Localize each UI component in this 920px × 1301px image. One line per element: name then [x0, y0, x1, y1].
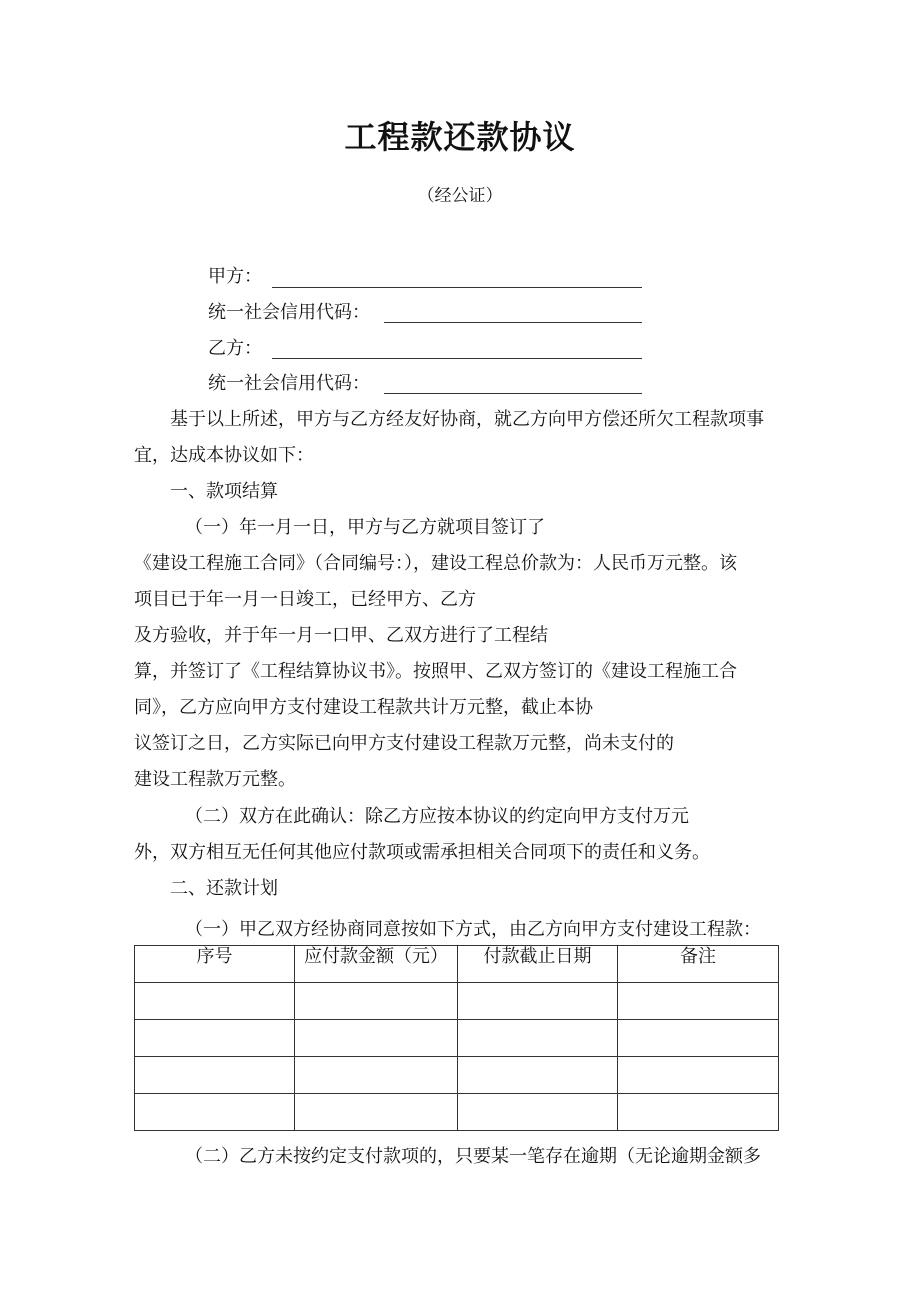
intro-paragraph-line: 宜，达成本协议如下： [134, 445, 314, 466]
section-2-heading: 二、还款计划 [170, 878, 278, 899]
table-cell [135, 1094, 295, 1131]
credit-code-b-blank-line [384, 393, 642, 394]
table-row [135, 1057, 779, 1094]
header-serial-number: 序号 [135, 946, 295, 983]
table-cell [458, 1020, 618, 1057]
section-1-paragraph-1-line: 算，并签订了《工程结算协议书》。按照甲、乙双方签订的《建设工程施工合 [134, 661, 737, 682]
section-2-paragraph-1-line: （一）甲乙双方经协商同意按如下方式，由乙方向甲方支付建设工程款： [185, 919, 761, 940]
section-1-paragraph-2-line: 外，双方相互无任何其他应付款项或需承担相关合同项下的责任和义务。 [134, 842, 710, 863]
document-title: 工程款还款协议 [344, 118, 576, 156]
table-cell [458, 1094, 618, 1131]
table-cell [618, 1057, 779, 1094]
header-remarks: 备注 [618, 946, 779, 983]
payment-schedule-table [134, 945, 779, 1131]
table-row [135, 1094, 779, 1131]
section-2-paragraph-2-line: （二）乙方未按约定支付款项的，只要某一笔存在逾期（无论逾期金额多 [185, 1146, 761, 1167]
party-a-label: 甲方： [208, 266, 262, 287]
section-1-paragraph-1-line: （一）年一月一日，甲方与乙方就项目签订了 [185, 517, 545, 538]
section-1-paragraph-1-line: 及方验收，并于年一月一口甲、乙双方进行了工程结 [134, 625, 548, 646]
party-b-label: 乙方： [208, 338, 262, 359]
table-cell [295, 1094, 458, 1131]
section-1-paragraph-1-line: 同》，乙方应向甲方支付建设工程款共计万元整，截止本协 [134, 697, 593, 718]
table-cell [618, 1094, 779, 1131]
table-cell [135, 1057, 295, 1094]
table-cell [458, 1057, 618, 1094]
table-row [135, 983, 779, 1020]
table-header-row [135, 946, 779, 983]
section-1-paragraph-1-line: 项目已于年一月一日竣工，已经甲方、乙方 [134, 589, 476, 610]
section-1-heading: 一、款项结算 [170, 481, 278, 502]
header-payment-deadline: 付款截止日期 [458, 946, 618, 983]
section-1-paragraph-2-line: （二）双方在此确认：除乙方应按本协议的约定向甲方支付万元 [185, 806, 689, 827]
section-1-paragraph-1-line: 《建设工程施工合同》（合同编号：），建设工程总价款为：人民币万元整。该 [134, 553, 737, 574]
credit-code-a-label: 统一社会信用代码： [208, 302, 370, 323]
table-cell [295, 983, 458, 1020]
table-cell [618, 1020, 779, 1057]
section-1-paragraph-1-line: 议签订之日，乙方实际已向甲方支付建设工程款万元整，尚未支付的 [134, 733, 674, 754]
table-cell [135, 983, 295, 1020]
credit-code-a-blank-line [384, 322, 642, 323]
table-row [135, 1020, 779, 1057]
table-cell [618, 983, 779, 1020]
table-cell [295, 1020, 458, 1057]
credit-code-b-label: 统一社会信用代码： [208, 373, 370, 394]
table-cell [295, 1057, 458, 1094]
party-b-blank-line [272, 358, 642, 359]
section-1-paragraph-1-line: 建设工程款万元整。 [134, 769, 296, 790]
table-cell [458, 983, 618, 1020]
document-subtitle: （经公证） [417, 186, 503, 206]
party-a-blank-line [272, 287, 642, 288]
header-amount-due: 应付款金额（元） [295, 946, 458, 983]
intro-paragraph-line: 基于以上所述，甲方与乙方经友好协商，就乙方向甲方偿还所欠工程款项事 [170, 409, 764, 430]
table-cell [135, 1020, 295, 1057]
